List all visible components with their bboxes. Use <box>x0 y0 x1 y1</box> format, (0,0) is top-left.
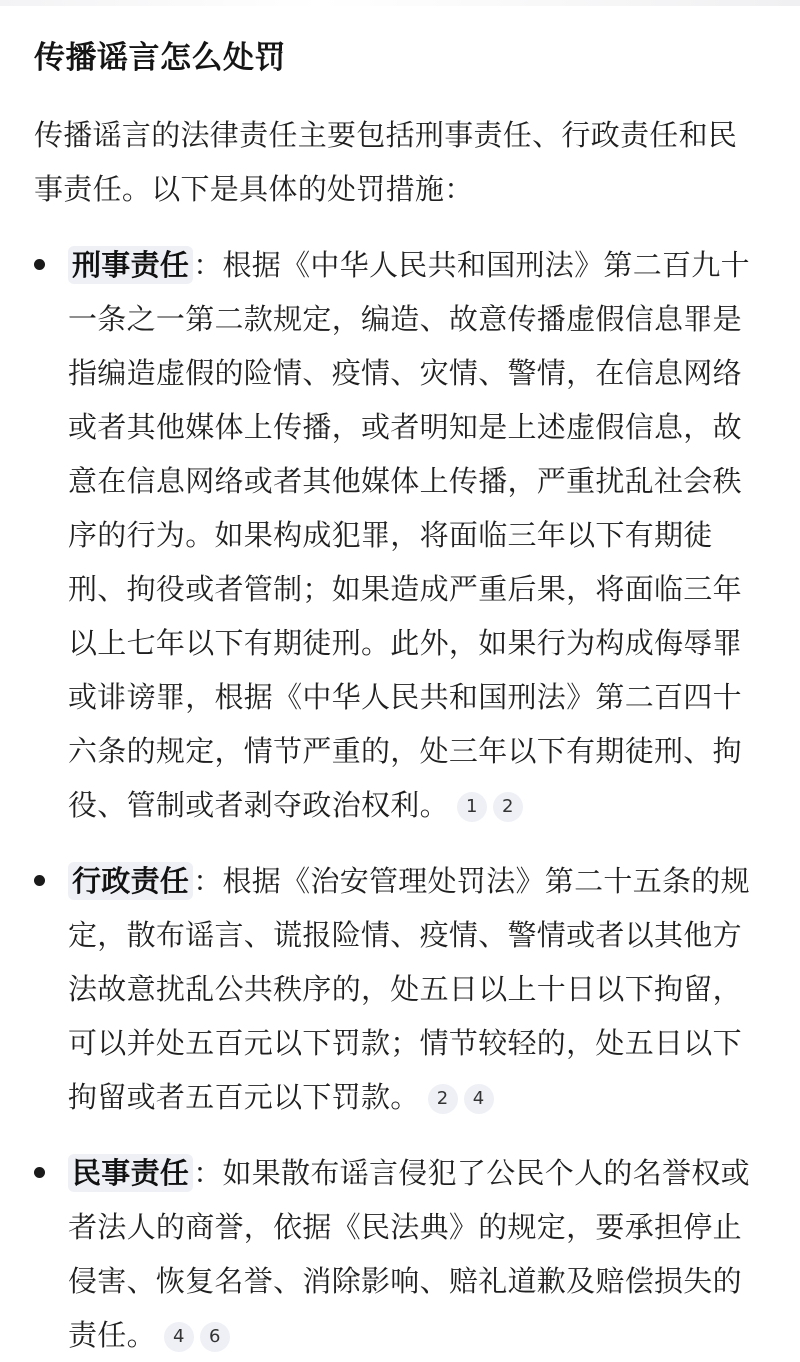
citation-group <box>457 792 523 822</box>
citation-group <box>428 1084 494 1114</box>
bullet-icon <box>34 259 45 270</box>
page-title: 传播谣言怎么处罚 <box>34 40 286 76</box>
list-item-civil <box>34 1146 766 1362</box>
citation-badge[interactable]: 2 <box>493 792 523 822</box>
citation-badge[interactable]: 4 <box>464 1084 494 1114</box>
item-text: ：如果散布谣言侵犯了公民个人的名誉权或者法人的商誉，依据《民法典》的规定，要承担停止侵害、恢复名誉、消除影响、赔礼道歉及赔偿损失的责任。 <box>68 1156 750 1352</box>
term-label: 行政责任 <box>68 862 193 900</box>
citation-group <box>164 1322 230 1352</box>
bullet-icon <box>34 875 45 886</box>
citation-badge[interactable]: 6 <box>200 1322 230 1352</box>
responsibility-list <box>34 238 766 1362</box>
answer-content <box>0 6 800 1362</box>
bullet-icon <box>34 1167 45 1178</box>
citation-badge[interactable]: 4 <box>164 1322 194 1352</box>
item-text: ：根据《中华人民共和国刑法》第二百九十一条之一第二款规定，编造、故意传播虚假信息罪是指编造虚假的险情、疫情、灾情、警情，在信息网络或者其他媒体上传播，或者明知是上述虚假信息，故意在信息网络或者其他媒体上传播，严重扰乱社会秩序的行为。如果构成犯罪，将面临三年以下有期徒刑、拘役或者管制；如果造成严重后果，将面临三年以上七年以下有期徒刑。此外，如果行为构成侮辱罪或诽谤罪，根据《中华人民共和国刑法》第二百四十六条的规定，情节严重的，处三年以下有期徒刑、拘役、管制或者剥夺政治权利。 <box>68 248 750 822</box>
list-item-criminal <box>34 238 766 832</box>
citation-badge[interactable]: 1 <box>457 792 487 822</box>
intro-paragraph: 传播谣言的法律责任主要包括刑事责任、行政责任和民事责任。以下是具体的处罚措施： <box>34 118 738 206</box>
list-item-administrative <box>34 854 766 1124</box>
citation-badge[interactable]: 2 <box>428 1084 458 1114</box>
term-label: 刑事责任 <box>68 246 193 284</box>
term-label: 民事责任 <box>68 1154 193 1192</box>
item-text: ：根据《治安管理处罚法》第二十五条的规定，散布谣言、谎报险情、疫情、警情或者以其他方法故意扰乱公共秩序的，处五日以上十日以下拘留，可以并处五百元以下罚款；情节较轻的，处五日以下拘留或者五百元以下罚款。 <box>68 864 750 1114</box>
